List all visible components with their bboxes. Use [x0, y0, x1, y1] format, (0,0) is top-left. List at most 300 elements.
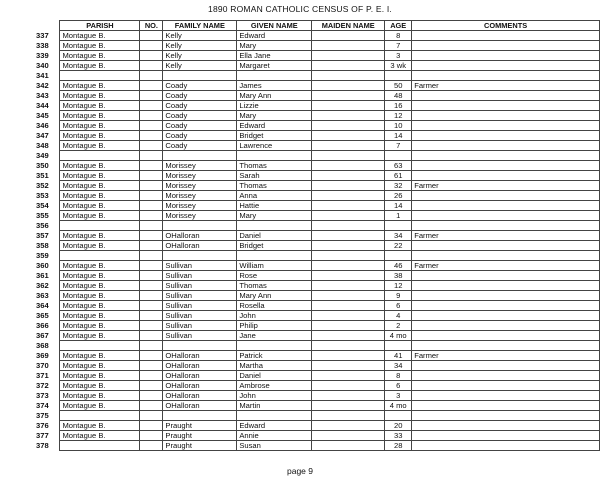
- entry-number: 363: [36, 290, 49, 300]
- entry-number: 353: [36, 190, 49, 200]
- no-cell: [140, 201, 163, 211]
- maiden-name-cell: [312, 291, 385, 301]
- given-name-cell: Daniel: [237, 371, 312, 381]
- family-name-cell: Sullivan: [163, 301, 237, 311]
- given-name-cell: Bridget: [237, 241, 312, 251]
- family-name-cell: Coady: [163, 81, 237, 91]
- comments-cell: [412, 311, 600, 321]
- no-cell: [140, 91, 163, 101]
- entry-number: 374: [36, 400, 49, 410]
- maiden-name-cell: [312, 141, 385, 151]
- table-row: [36, 361, 600, 371]
- maiden-name-cell: [312, 251, 385, 261]
- family-name-cell: Morissey: [163, 201, 237, 211]
- family-name-cell: [163, 411, 237, 421]
- given-name-cell: Rose: [237, 271, 312, 281]
- age-cell: 12: [385, 281, 412, 291]
- table-row: [36, 241, 600, 251]
- comments-cell: [412, 211, 600, 221]
- maiden-name-cell: [312, 301, 385, 311]
- parish-cell: Montague B.: [60, 161, 140, 171]
- no-cell: [140, 271, 163, 281]
- maiden-name-cell: [312, 91, 385, 101]
- entry-number: 375: [36, 410, 49, 420]
- no-cell: [140, 421, 163, 431]
- comments-cell: [412, 251, 600, 261]
- age-cell: 3: [385, 391, 412, 401]
- parish-cell: Montague B.: [60, 301, 140, 311]
- age-cell: 4: [385, 311, 412, 321]
- maiden-name-cell: [312, 351, 385, 361]
- family-name-cell: OHalloran: [163, 401, 237, 411]
- age-cell: 4 mo: [385, 401, 412, 411]
- table-row: [36, 281, 600, 291]
- no-cell: [140, 191, 163, 201]
- table-row: [36, 141, 600, 151]
- age-cell: 63: [385, 161, 412, 171]
- entry-number: 359: [36, 250, 49, 260]
- given-name-cell: Lawrence: [237, 141, 312, 151]
- age-cell: 61: [385, 171, 412, 181]
- parish-cell: Montague B.: [60, 431, 140, 441]
- entry-number: 348: [36, 140, 49, 150]
- age-cell: 10: [385, 121, 412, 131]
- entry-number: 339: [36, 50, 49, 60]
- no-cell: [140, 261, 163, 271]
- no-cell: [140, 361, 163, 371]
- no-cell: [140, 41, 163, 51]
- given-name-cell: Edward: [237, 31, 312, 41]
- entry-number: 365: [36, 310, 49, 320]
- maiden-name-cell: [312, 441, 385, 451]
- given-name-cell: Edward: [237, 121, 312, 131]
- no-cell: [140, 121, 163, 131]
- family-name-cell: Sullivan: [163, 271, 237, 281]
- comments-cell: Farmer: [412, 181, 600, 191]
- maiden-name-cell: [312, 121, 385, 131]
- maiden-name-cell: [312, 391, 385, 401]
- comments-cell: [412, 301, 600, 311]
- no-cell: [140, 301, 163, 311]
- page-title: 1890 ROMAN CATHOLIC CENSUS OF P. E. I.: [208, 4, 392, 14]
- parish-cell: Montague B.: [60, 101, 140, 111]
- entry-number: 345: [36, 110, 49, 120]
- age-cell: 4 mo: [385, 331, 412, 341]
- table-row: [36, 261, 600, 271]
- comments-cell: [412, 291, 600, 301]
- no-cell: [140, 351, 163, 361]
- entry-number: 373: [36, 390, 49, 400]
- comments-cell: [412, 331, 600, 341]
- table-row: [36, 221, 600, 231]
- table-row: [36, 111, 600, 121]
- parish-cell: Montague B.: [60, 241, 140, 251]
- header-no: NO.: [140, 21, 163, 31]
- entry-number: 377: [36, 430, 49, 440]
- no-cell: [140, 131, 163, 141]
- family-name-cell: [163, 71, 237, 81]
- no-cell: [140, 61, 163, 71]
- family-name-cell: Kelly: [163, 61, 237, 71]
- comments-cell: [412, 151, 600, 161]
- entry-number: 356: [36, 220, 49, 230]
- table-row: [36, 191, 600, 201]
- given-name-cell: [237, 151, 312, 161]
- given-name-cell: Patrick: [237, 351, 312, 361]
- parish-cell: Montague B.: [60, 141, 140, 151]
- no-cell: [140, 431, 163, 441]
- comments-cell: [412, 131, 600, 141]
- parish-cell: Montague B.: [60, 311, 140, 321]
- age-cell: 20: [385, 421, 412, 431]
- entry-number: 342: [36, 80, 49, 90]
- family-name-cell: Praught: [163, 421, 237, 431]
- comments-cell: [412, 41, 600, 51]
- maiden-name-cell: [312, 311, 385, 321]
- family-name-cell: Sullivan: [163, 281, 237, 291]
- table-row: [36, 271, 600, 281]
- age-cell: 41: [385, 351, 412, 361]
- no-cell: [140, 211, 163, 221]
- maiden-name-cell: [312, 111, 385, 121]
- table-row: [36, 351, 600, 361]
- given-name-cell: Thomas: [237, 161, 312, 171]
- comments-cell: [412, 91, 600, 101]
- maiden-name-cell: [312, 321, 385, 331]
- no-cell: [140, 151, 163, 161]
- entry-number: 357: [36, 230, 49, 240]
- table-row: [36, 441, 600, 451]
- parish-cell: [60, 251, 140, 261]
- family-name-cell: Coady: [163, 141, 237, 151]
- table-row: [36, 211, 600, 221]
- family-name-cell: OHalloran: [163, 361, 237, 371]
- no-cell: [140, 381, 163, 391]
- no-cell: [140, 31, 163, 41]
- maiden-name-cell: [312, 421, 385, 431]
- parish-cell: Montague B.: [60, 91, 140, 101]
- age-cell: 14: [385, 201, 412, 211]
- age-cell: 48: [385, 91, 412, 101]
- entry-number: 364: [36, 300, 49, 310]
- given-name-cell: [237, 251, 312, 261]
- table-row: [36, 151, 600, 161]
- table-row: [36, 81, 600, 91]
- given-name-cell: Lizzie: [237, 101, 312, 111]
- given-name-cell: James: [237, 81, 312, 91]
- maiden-name-cell: [312, 191, 385, 201]
- parish-cell: Montague B.: [60, 391, 140, 401]
- entry-number: 346: [36, 120, 49, 130]
- parish-cell: Montague B.: [60, 331, 140, 341]
- parish-cell: [60, 71, 140, 81]
- comments-cell: [412, 61, 600, 71]
- family-name-cell: Morissey: [163, 211, 237, 221]
- family-name-cell: Morissey: [163, 161, 237, 171]
- header-number: [36, 21, 60, 31]
- age-cell: 16: [385, 101, 412, 111]
- maiden-name-cell: [312, 51, 385, 61]
- maiden-name-cell: [312, 71, 385, 81]
- given-name-cell: Martha: [237, 361, 312, 371]
- comments-cell: [412, 241, 600, 251]
- no-cell: [140, 101, 163, 111]
- no-cell: [140, 161, 163, 171]
- table-row: [36, 341, 600, 351]
- age-cell: 1: [385, 211, 412, 221]
- comments-cell: [412, 101, 600, 111]
- header-row: [36, 21, 600, 31]
- age-cell: 7: [385, 41, 412, 51]
- comments-cell: [412, 381, 600, 391]
- table-row: [36, 371, 600, 381]
- entry-number: 358: [36, 240, 49, 250]
- table-row: [36, 121, 600, 131]
- no-cell: [140, 111, 163, 121]
- header-comments: COMMENTS: [412, 21, 600, 31]
- maiden-name-cell: [312, 271, 385, 281]
- comments-cell: [412, 51, 600, 61]
- family-name-cell: Kelly: [163, 31, 237, 41]
- family-name-cell: Morissey: [163, 171, 237, 181]
- entry-number: 344: [36, 100, 49, 110]
- header-maiden-name: MAIDEN NAME: [312, 21, 385, 31]
- comments-cell: [412, 371, 600, 381]
- no-cell: [140, 71, 163, 81]
- given-name-cell: Ella Jane: [237, 51, 312, 61]
- no-cell: [140, 411, 163, 421]
- parish-cell: Montague B.: [60, 171, 140, 181]
- comments-cell: [412, 141, 600, 151]
- age-cell: 3 wk: [385, 61, 412, 71]
- age-cell: 9: [385, 291, 412, 301]
- entry-number: 337: [36, 30, 49, 40]
- family-name-cell: Praught: [163, 431, 237, 441]
- parish-cell: [60, 341, 140, 351]
- given-name-cell: Annie: [237, 431, 312, 441]
- parish-cell: Montague B.: [60, 31, 140, 41]
- given-name-cell: Sarah: [237, 171, 312, 181]
- family-name-cell: OHalloran: [163, 231, 237, 241]
- maiden-name-cell: [312, 381, 385, 391]
- parish-cell: Montague B.: [60, 381, 140, 391]
- no-cell: [140, 401, 163, 411]
- no-cell: [140, 81, 163, 91]
- maiden-name-cell: [312, 211, 385, 221]
- table-row: [36, 291, 600, 301]
- no-cell: [140, 371, 163, 381]
- maiden-name-cell: [312, 41, 385, 51]
- given-name-cell: Mary: [237, 111, 312, 121]
- age-cell: 33: [385, 431, 412, 441]
- maiden-name-cell: [312, 221, 385, 231]
- maiden-name-cell: [312, 331, 385, 341]
- comments-cell: [412, 201, 600, 211]
- parish-cell: Montague B.: [60, 291, 140, 301]
- entry-number: 340: [36, 60, 49, 70]
- family-name-cell: [163, 221, 237, 231]
- family-name-cell: OHalloran: [163, 241, 237, 251]
- given-name-cell: [237, 221, 312, 231]
- given-name-cell: [237, 71, 312, 81]
- table-row: [36, 311, 600, 321]
- table-row: [36, 131, 600, 141]
- entry-number: 368: [36, 340, 49, 350]
- entry-number: 354: [36, 200, 49, 210]
- header-family-name: FAMILY NAME: [163, 21, 237, 31]
- family-name-cell: Coady: [163, 91, 237, 101]
- table-row: [36, 201, 600, 211]
- table-row: [36, 61, 600, 71]
- parish-cell: Montague B.: [60, 401, 140, 411]
- table-row: [36, 91, 600, 101]
- no-cell: [140, 441, 163, 451]
- given-name-cell: Ambrose: [237, 381, 312, 391]
- comments-cell: [412, 71, 600, 81]
- parish-cell: Montague B.: [60, 201, 140, 211]
- age-cell: [385, 71, 412, 81]
- age-cell: 28: [385, 441, 412, 451]
- table-row: [36, 101, 600, 111]
- table-row: [36, 161, 600, 171]
- family-name-cell: Sullivan: [163, 311, 237, 321]
- page-footer: page 9: [287, 466, 313, 476]
- family-name-cell: Kelly: [163, 51, 237, 61]
- entry-number: 355: [36, 210, 49, 220]
- comments-cell: [412, 111, 600, 121]
- maiden-name-cell: [312, 261, 385, 271]
- entry-number: 362: [36, 280, 49, 290]
- comments-cell: [412, 321, 600, 331]
- given-name-cell: Mary Ann: [237, 91, 312, 101]
- no-cell: [140, 241, 163, 251]
- family-name-cell: Sullivan: [163, 261, 237, 271]
- comments-cell: [412, 271, 600, 281]
- given-name-cell: Rosella: [237, 301, 312, 311]
- census-table: [36, 20, 600, 451]
- age-cell: 26: [385, 191, 412, 201]
- family-name-cell: Coady: [163, 111, 237, 121]
- comments-cell: Farmer: [412, 81, 600, 91]
- given-name-cell: John: [237, 311, 312, 321]
- given-name-cell: John: [237, 391, 312, 401]
- given-name-cell: Susan: [237, 441, 312, 451]
- age-cell: 22: [385, 241, 412, 251]
- family-name-cell: OHalloran: [163, 381, 237, 391]
- entry-number: 370: [36, 360, 49, 370]
- table-row: [36, 421, 600, 431]
- comments-cell: Farmer: [412, 261, 600, 271]
- family-name-cell: Coady: [163, 131, 237, 141]
- maiden-name-cell: [312, 171, 385, 181]
- table-row: [36, 331, 600, 341]
- parish-cell: Montague B.: [60, 81, 140, 91]
- given-name-cell: William: [237, 261, 312, 271]
- table-row: [36, 431, 600, 441]
- given-name-cell: [237, 341, 312, 351]
- no-cell: [140, 281, 163, 291]
- comments-cell: [412, 431, 600, 441]
- maiden-name-cell: [312, 361, 385, 371]
- given-name-cell: Bridget: [237, 131, 312, 141]
- table-row: [36, 51, 600, 61]
- entry-number: 338: [36, 40, 49, 50]
- parish-cell: Montague B.: [60, 51, 140, 61]
- maiden-name-cell: [312, 341, 385, 351]
- age-cell: [385, 251, 412, 261]
- header-age: AGE: [385, 21, 412, 31]
- age-cell: [385, 151, 412, 161]
- no-cell: [140, 141, 163, 151]
- table-row: [36, 71, 600, 81]
- given-name-cell: Mary: [237, 211, 312, 221]
- given-name-cell: Martin: [237, 401, 312, 411]
- age-cell: [385, 221, 412, 231]
- table-row: [36, 381, 600, 391]
- comments-cell: [412, 341, 600, 351]
- parish-cell: Montague B.: [60, 281, 140, 291]
- entry-number: 343: [36, 90, 49, 100]
- entry-number: 350: [36, 160, 49, 170]
- header-parish: PARISH: [60, 21, 140, 31]
- no-cell: [140, 231, 163, 241]
- entry-number: 352: [36, 180, 49, 190]
- given-name-cell: Thomas: [237, 281, 312, 291]
- family-name-cell: Morissey: [163, 191, 237, 201]
- table-row: [36, 171, 600, 181]
- maiden-name-cell: [312, 231, 385, 241]
- parish-cell: Montague B.: [60, 41, 140, 51]
- age-cell: [385, 341, 412, 351]
- table-row: [36, 181, 600, 191]
- parish-cell: [60, 411, 140, 421]
- age-cell: 14: [385, 131, 412, 141]
- maiden-name-cell: [312, 371, 385, 381]
- parish-cell: Montague B.: [60, 231, 140, 241]
- age-cell: 34: [385, 231, 412, 241]
- maiden-name-cell: [312, 101, 385, 111]
- comments-cell: [412, 391, 600, 401]
- given-name-cell: Anna: [237, 191, 312, 201]
- parish-cell: Montague B.: [60, 61, 140, 71]
- family-name-cell: Sullivan: [163, 331, 237, 341]
- age-cell: 8: [385, 371, 412, 381]
- entry-number: 372: [36, 380, 49, 390]
- entry-number: 369: [36, 350, 49, 360]
- table-row: [36, 401, 600, 411]
- given-name-cell: Thomas: [237, 181, 312, 191]
- parish-cell: Montague B.: [60, 261, 140, 271]
- comments-cell: [412, 441, 600, 451]
- given-name-cell: Daniel: [237, 231, 312, 241]
- no-cell: [140, 321, 163, 331]
- no-cell: [140, 51, 163, 61]
- entry-number: 361: [36, 270, 49, 280]
- age-cell: 38: [385, 271, 412, 281]
- table-row: [36, 411, 600, 421]
- comments-cell: [412, 401, 600, 411]
- comments-cell: [412, 421, 600, 431]
- maiden-name-cell: [312, 181, 385, 191]
- family-name-cell: OHalloran: [163, 351, 237, 361]
- age-cell: 2: [385, 321, 412, 331]
- family-name-cell: OHalloran: [163, 391, 237, 401]
- given-name-cell: Jane: [237, 331, 312, 341]
- comments-cell: [412, 171, 600, 181]
- entry-number: 366: [36, 320, 49, 330]
- parish-cell: [60, 441, 140, 451]
- table-row: [36, 231, 600, 241]
